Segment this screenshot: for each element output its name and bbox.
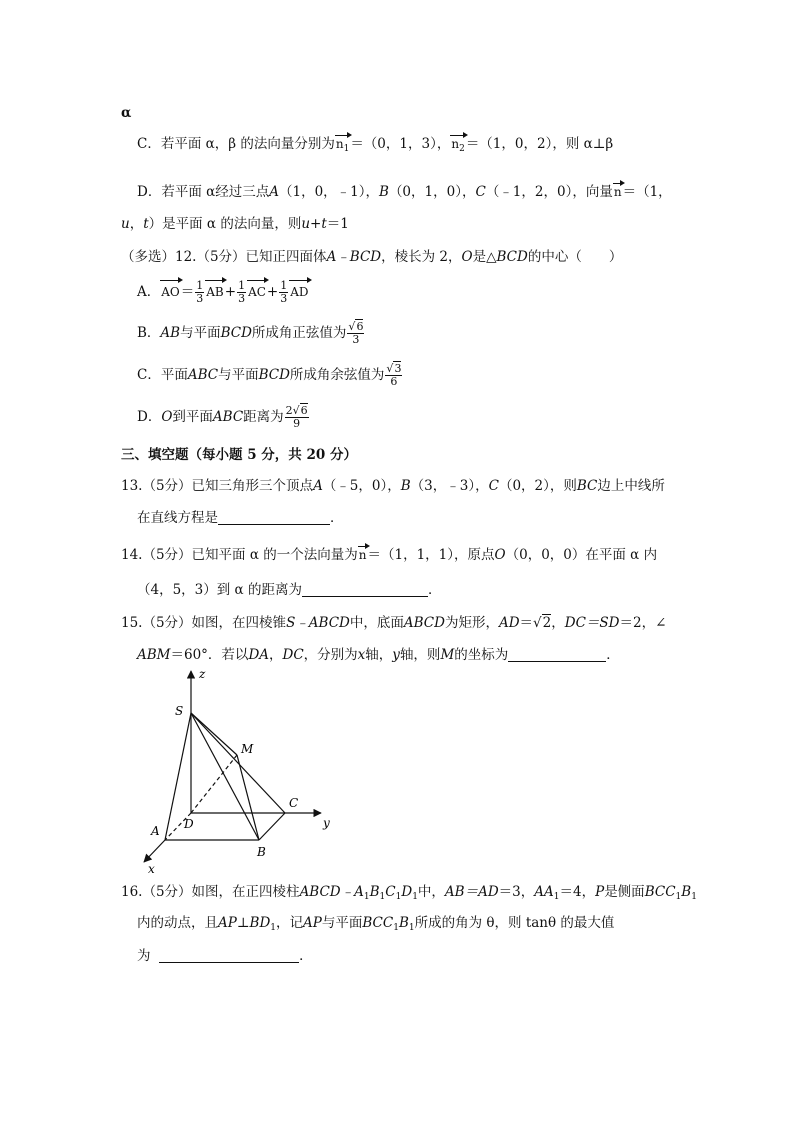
fraction: $\frac{√6}{3}$	[348, 320, 364, 346]
base: ABCD	[403, 615, 445, 631]
text: D．若平面 α经过三点	[137, 184, 270, 200]
label-y: y	[323, 816, 330, 830]
tetrahedron: A﹣BCD	[326, 249, 382, 265]
edge-bc	[259, 813, 285, 840]
subscript: 1	[363, 892, 370, 902]
label-m: M	[241, 742, 254, 756]
text: （0，2），则	[498, 478, 577, 494]
subscript: 1	[691, 892, 697, 902]
q16-line1	[121, 882, 697, 907]
vector-ao: AO	[160, 279, 181, 305]
text: ，棱长为 2，	[381, 249, 462, 265]
subscript: 1	[412, 892, 418, 902]
segment-ab: AB	[160, 325, 181, 341]
q14-line2	[137, 580, 441, 600]
text: 距离为	[243, 409, 284, 425]
segment-aa1: AA	[534, 884, 554, 900]
q13-line2	[137, 508, 344, 528]
text: （1，0，﹣1），	[278, 184, 380, 200]
text: ＝（1，1，1），原点	[367, 547, 495, 563]
text: ，记	[276, 915, 304, 931]
alpha-fragment: α	[121, 105, 132, 121]
q11-option-d-cont	[121, 214, 349, 234]
text: ＝（1，0，2），则 α⊥β	[465, 136, 614, 152]
text: ＝1	[326, 216, 349, 232]
text: 所成角正弦值为	[251, 325, 347, 341]
text: ，分别为	[303, 647, 358, 663]
text: ．	[330, 510, 344, 526]
edge-sc	[191, 713, 285, 813]
label: D．	[137, 409, 162, 425]
text: ，	[129, 216, 144, 232]
text: ＝60°．若以	[170, 647, 249, 663]
subscript: 1	[675, 892, 682, 902]
text: 的坐标为	[454, 647, 509, 663]
fraction: $\frac{√3}{6}$	[386, 362, 402, 388]
plane-bcd: BCD	[220, 325, 252, 341]
vertex: B	[369, 884, 380, 900]
prism: ABCD﹣A	[299, 884, 364, 900]
segment-bd1: BD	[249, 915, 271, 931]
vertex: D	[401, 884, 413, 900]
text: 轴，	[365, 647, 393, 663]
label-x: x	[148, 862, 155, 876]
text: （﹣5，0），	[322, 478, 401, 494]
answer-blank[interactable]	[159, 948, 299, 963]
text: （﹣1，2，0），向量	[485, 184, 613, 200]
label: A．	[137, 284, 161, 300]
text: ＝3，	[498, 884, 535, 900]
q12-option-d	[137, 404, 310, 430]
text: C．若平面 α，β 的法向量分别为	[137, 136, 335, 152]
fraction: $\frac{2√6}{9}$	[285, 404, 308, 430]
text: 为矩形，	[444, 615, 499, 631]
q11-option-d	[137, 182, 672, 202]
plane-bcd: BCD	[258, 367, 290, 383]
text: 的中心（ ）	[527, 249, 623, 265]
text: +	[266, 284, 279, 300]
text: ，	[269, 647, 283, 663]
point-a: A	[269, 184, 279, 200]
text: +	[224, 284, 237, 300]
vector-n1: $n_1$	[335, 134, 350, 159]
label-z: z	[199, 667, 206, 681]
fraction: $\frac{1}{3}$	[280, 279, 288, 305]
q15-line1	[121, 613, 666, 633]
answer-blank[interactable]	[302, 582, 428, 597]
subscript: 1	[393, 923, 399, 933]
subscript: 1	[379, 892, 386, 902]
text: （多选）12.（5分）已知正四面体	[121, 249, 327, 265]
axis-y: y	[392, 647, 400, 663]
label-b: B	[257, 845, 266, 859]
text: ＝	[180, 284, 195, 300]
q16-line3	[137, 946, 313, 966]
text: ＝（0，1，3），	[350, 136, 451, 152]
text: ＝（1，	[622, 184, 672, 200]
text: ．	[427, 582, 442, 598]
face: BCC	[362, 915, 394, 931]
text: 14.（5分）已知平面 α 的一个法向量为	[121, 547, 358, 563]
text: 与平面	[218, 367, 259, 383]
q13-line1	[121, 476, 665, 496]
text: ⊥	[236, 915, 250, 931]
var-u: u	[121, 216, 130, 232]
text: （0，0，0）在平面 α 内	[505, 547, 658, 563]
fraction: $\frac{1}{3}$	[238, 279, 246, 305]
text: ．	[299, 948, 313, 964]
text: ）是平面 α 的法向量，则	[148, 216, 302, 232]
text: 16.（5分）如图，在正四棱柱	[121, 884, 300, 900]
vector-ab: AB	[205, 279, 224, 305]
point-b: B	[379, 184, 389, 200]
text: 是侧面	[604, 884, 645, 900]
axis-x: x	[357, 647, 366, 663]
segments: AB＝AD	[444, 884, 499, 900]
q16-line2	[137, 913, 614, 938]
q15-line2	[137, 645, 620, 665]
segment-da: DA	[248, 647, 270, 663]
pyramid: S﹣ABCD	[286, 615, 350, 631]
triangle-bcd: BCD	[496, 249, 528, 265]
point-o: O	[494, 547, 506, 563]
subscript: 1	[270, 923, 277, 933]
text: ＝4，	[559, 884, 596, 900]
segment-ap: AP	[218, 915, 237, 931]
segments: DC＝SD	[564, 615, 620, 631]
text: 与平面	[180, 325, 221, 341]
text: 轴，则	[399, 647, 441, 663]
label-a: A	[151, 824, 160, 838]
q14-line1	[121, 545, 657, 565]
label-s: S	[175, 704, 184, 718]
text: ＝2，∠	[619, 615, 667, 631]
label: B．	[137, 325, 161, 341]
vector-n: n	[613, 182, 623, 202]
text: ＝	[519, 615, 534, 631]
q11-option-c	[137, 134, 613, 159]
answer-blank[interactable]	[218, 510, 330, 525]
plane-abc: ABC	[187, 367, 219, 383]
vertex: B	[398, 915, 409, 931]
text: 到平面	[172, 409, 213, 425]
point-p: P	[595, 884, 605, 900]
segment-ap: AP	[303, 915, 322, 931]
sqrt-2: √2	[533, 615, 552, 631]
text: 在直线方程是	[137, 510, 218, 526]
text: 所成角余弦值为	[289, 367, 385, 383]
text: 所成的角为 θ，则 tanθ 的最大值	[414, 915, 615, 931]
vector-n2: $n_2$	[450, 134, 465, 159]
x-axis	[144, 840, 165, 862]
subscript: 1	[553, 892, 560, 902]
point-b: B	[400, 478, 411, 494]
text: 中，	[417, 884, 445, 900]
text: 边上中线所	[597, 478, 665, 494]
angle-abm: ABM	[137, 647, 171, 663]
subscript: 1	[408, 923, 415, 933]
fraction: $\frac{1}{3}$	[196, 279, 204, 305]
answer-blank[interactable]	[508, 647, 606, 662]
text: 为	[137, 948, 151, 964]
label: C．平面	[137, 367, 188, 383]
edge-sb	[191, 713, 259, 840]
edge-mb	[237, 755, 259, 840]
label-d: D	[184, 817, 194, 831]
edge-dm-hidden	[191, 755, 237, 813]
q12-option-b	[137, 320, 365, 346]
text: ．	[606, 647, 620, 663]
face: BCC	[644, 884, 676, 900]
vector-ac: AC	[247, 279, 267, 305]
text: 内的动点，且	[137, 915, 218, 931]
subscript: 1	[395, 892, 402, 902]
q12-option-a	[137, 279, 310, 305]
text: 中，底面	[349, 615, 404, 631]
text: （3，﹣3），	[410, 478, 489, 494]
text: （4，5，3）到 α 的距离为	[137, 582, 302, 598]
var-t: t	[143, 216, 149, 232]
segment-dc: DC	[282, 647, 304, 663]
vector-ad: AD	[289, 279, 309, 305]
plane-abc: ABC	[212, 409, 244, 425]
text: 与平面	[321, 915, 363, 931]
text: （0，1，0），	[388, 184, 476, 200]
text: 是△	[472, 249, 497, 265]
point-c: C	[475, 184, 486, 200]
point-o: O	[461, 249, 473, 265]
expr-u-plus-t: u+t	[301, 216, 327, 232]
point-m: M	[440, 647, 455, 663]
q12-stem	[121, 247, 622, 267]
vertex: B	[681, 884, 692, 900]
q12-option-c	[137, 362, 403, 388]
edge-sm	[191, 713, 237, 755]
point-c: C	[488, 478, 499, 494]
vector-n: n	[358, 545, 368, 565]
section-heading: 三、填空题（每小题 5 分，共 20 分）	[121, 447, 357, 463]
text: ，	[551, 615, 565, 631]
vertex: C	[385, 884, 396, 900]
point-a: A	[313, 478, 323, 494]
segment-bc: BC	[576, 478, 598, 494]
text: 15.（5分）如图，在四棱锥	[121, 615, 287, 631]
segment-ad: AD	[498, 615, 520, 631]
text: 13.（5分）已知三角形三个顶点	[121, 478, 314, 494]
point-o: O	[161, 409, 173, 425]
label-c: C	[289, 796, 299, 810]
pyramid-figure	[135, 665, 345, 880]
